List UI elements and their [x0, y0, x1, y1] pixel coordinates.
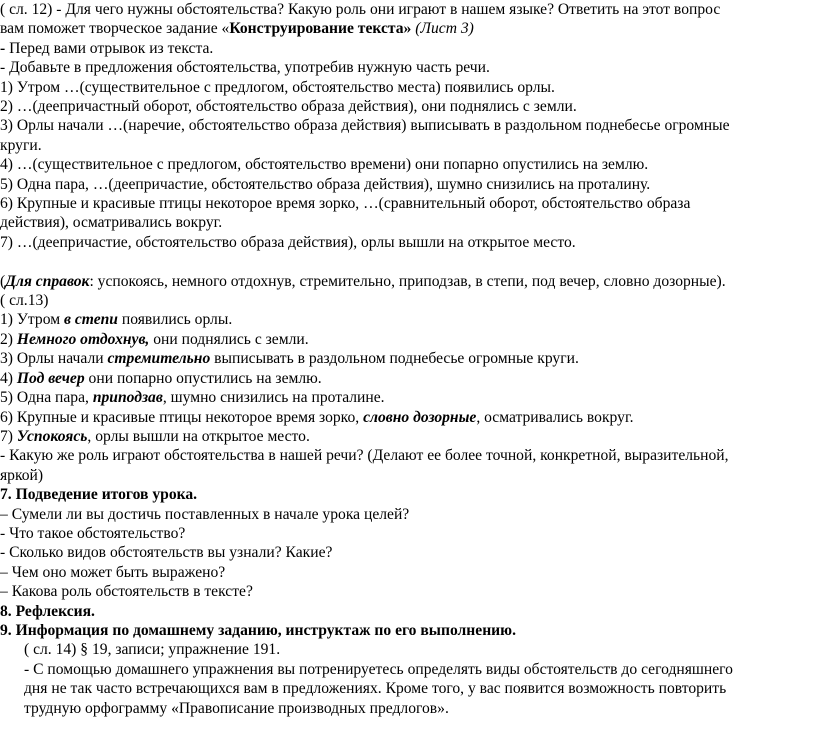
intro-task-line: [0, 19, 810, 38]
answer-adverbial: словно дозорные: [363, 408, 477, 426]
intro-excerpt-text: Перед вами отрывок из текста.: [9, 39, 214, 57]
task-title: Конструирование текста»: [229, 20, 412, 38]
task-item: 2) …(деепричастный оборот, обстоятельство образа действия), они поднялись с земли.: [0, 98, 577, 116]
answer-item: [0, 388, 810, 407]
reference-words: : успокоясь, немного отдохнув, стремительно, приподзав, в степи, под вечер, словно дозорные).: [89, 272, 726, 290]
task-item: 4) …(существительное с предлогом, обстоятельство времени) они попарно опустились на землю.: [0, 156, 649, 174]
answer-text: , орлы вышли на открытое место.: [87, 427, 310, 445]
answer-text: 2): [0, 330, 17, 348]
summary-question: – Чем оно может быть выражено?: [0, 563, 226, 581]
section-9-heading: 9. Информация по домашнему заданию, инструктаж по его выполнению.: [0, 621, 516, 639]
answer-adverbial: в степи: [64, 311, 118, 329]
intro-task-text: вам поможет творческое задание «: [0, 20, 230, 38]
task-item: 1) Утром …(существительное с предлогом, обстоятельство места) появились орлы.: [0, 78, 555, 96]
homework-line: ( сл. 14) § 19, записи; упражнение 191.: [24, 641, 281, 659]
answer-item: [0, 427, 810, 446]
answer-text: , осматривались вокруг.: [476, 408, 634, 426]
answer-item: [0, 369, 810, 388]
task-item: 7) …(деепричастие, обстоятельство образа действия), орлы вышли на открытое место.: [0, 233, 576, 251]
reference-label: Для справок: [5, 272, 90, 290]
slide-ref: ( сл.13): [0, 292, 49, 310]
answer-text: 1) Утром: [0, 311, 64, 329]
answer-text: 4): [0, 369, 17, 387]
answer-text: , шумно снизились на проталине.: [162, 389, 385, 407]
summary-question: – Сумели ли вы достичь поставленных в начале урока целей?: [0, 505, 410, 523]
reference-line: [0, 272, 810, 291]
answer-text: выписывать в раздольном поднебесье огромные круги.: [210, 350, 579, 368]
spacer: [0, 252, 810, 271]
task-item: 5) Одна пара, …(деепричастие, обстоятельство образа действия), шумно снизились на проталину.: [0, 175, 651, 193]
answer-adverbial: стремительно: [107, 350, 211, 368]
section-8-heading: 8. Рефлексия.: [0, 602, 95, 620]
task-sheet: (Лист 3): [411, 20, 474, 38]
answer-item: [0, 310, 810, 329]
task-item: 6) Крупные и красивые птицы некоторое время зорко, …(сравнительный оборот, обстоятельство образа действия), осматривались вокруг.: [0, 195, 691, 232]
answer-adverbial: Под вечер: [16, 369, 85, 387]
summary-question: - Что такое обстоятельство?: [0, 524, 186, 542]
answer-item: [0, 408, 810, 427]
intro-excerpt-line: [0, 39, 810, 58]
answer-adverbial: Немного отдохнув,: [16, 330, 150, 348]
answer-text: 5) Одна пара,: [0, 389, 93, 407]
answer-item: [0, 330, 810, 349]
answer-adverbial: Успокоясь: [16, 427, 88, 445]
bold-dash: -: [0, 39, 10, 57]
reference-open: (: [0, 272, 6, 290]
answer-text: они попарно опустились на землю.: [84, 369, 322, 387]
summary-question: – Какова роль обстоятельств в тексте?: [0, 583, 253, 601]
answer-text: появились орлы.: [117, 311, 233, 329]
answer-text: 6) Крупные и красивые птицы некоторое время зорко,: [0, 408, 364, 426]
answer-item: [0, 349, 810, 368]
homework-explanation: - С помощью домашнего упражнения вы потренируетесь определять виды обстоятельств до сегодняшнего дня не так часто встречающихся вам в предложениях. Кроме того, у вас появится возможность повторить трудную орфограмму «Правописание производных предлогов».: [24, 660, 733, 717]
intro-line: ( сл. 12) - Для чего нужны обстоятельства? Какую роль они играют в нашем языке? Ответить на этот вопрос: [0, 1, 721, 18]
summary-question: - Сколько видов обстоятельств вы узнали? Какие?: [0, 544, 333, 562]
answer-text: они поднялись с земли.: [149, 330, 309, 348]
intro-instruction: - Добавьте в предложения обстоятельства, употребив нужную часть речи.: [0, 59, 490, 77]
answer-text: 7): [0, 427, 17, 445]
section-7-heading: 7. Подведение итогов урока.: [0, 486, 198, 504]
role-question: - Какую же роль играют обстоятельства в нашей речи? (Делают ее более точной, конкретной, выразительной, яркой): [0, 447, 729, 484]
answer-adverbial: приподзав: [92, 389, 163, 407]
task-item: 3) Орлы начали …(наречие, обстоятельство образа действия) выписывать в раздольном поднебесье огромные круги.: [0, 117, 730, 154]
answer-text: 3) Орлы начали: [0, 350, 108, 368]
